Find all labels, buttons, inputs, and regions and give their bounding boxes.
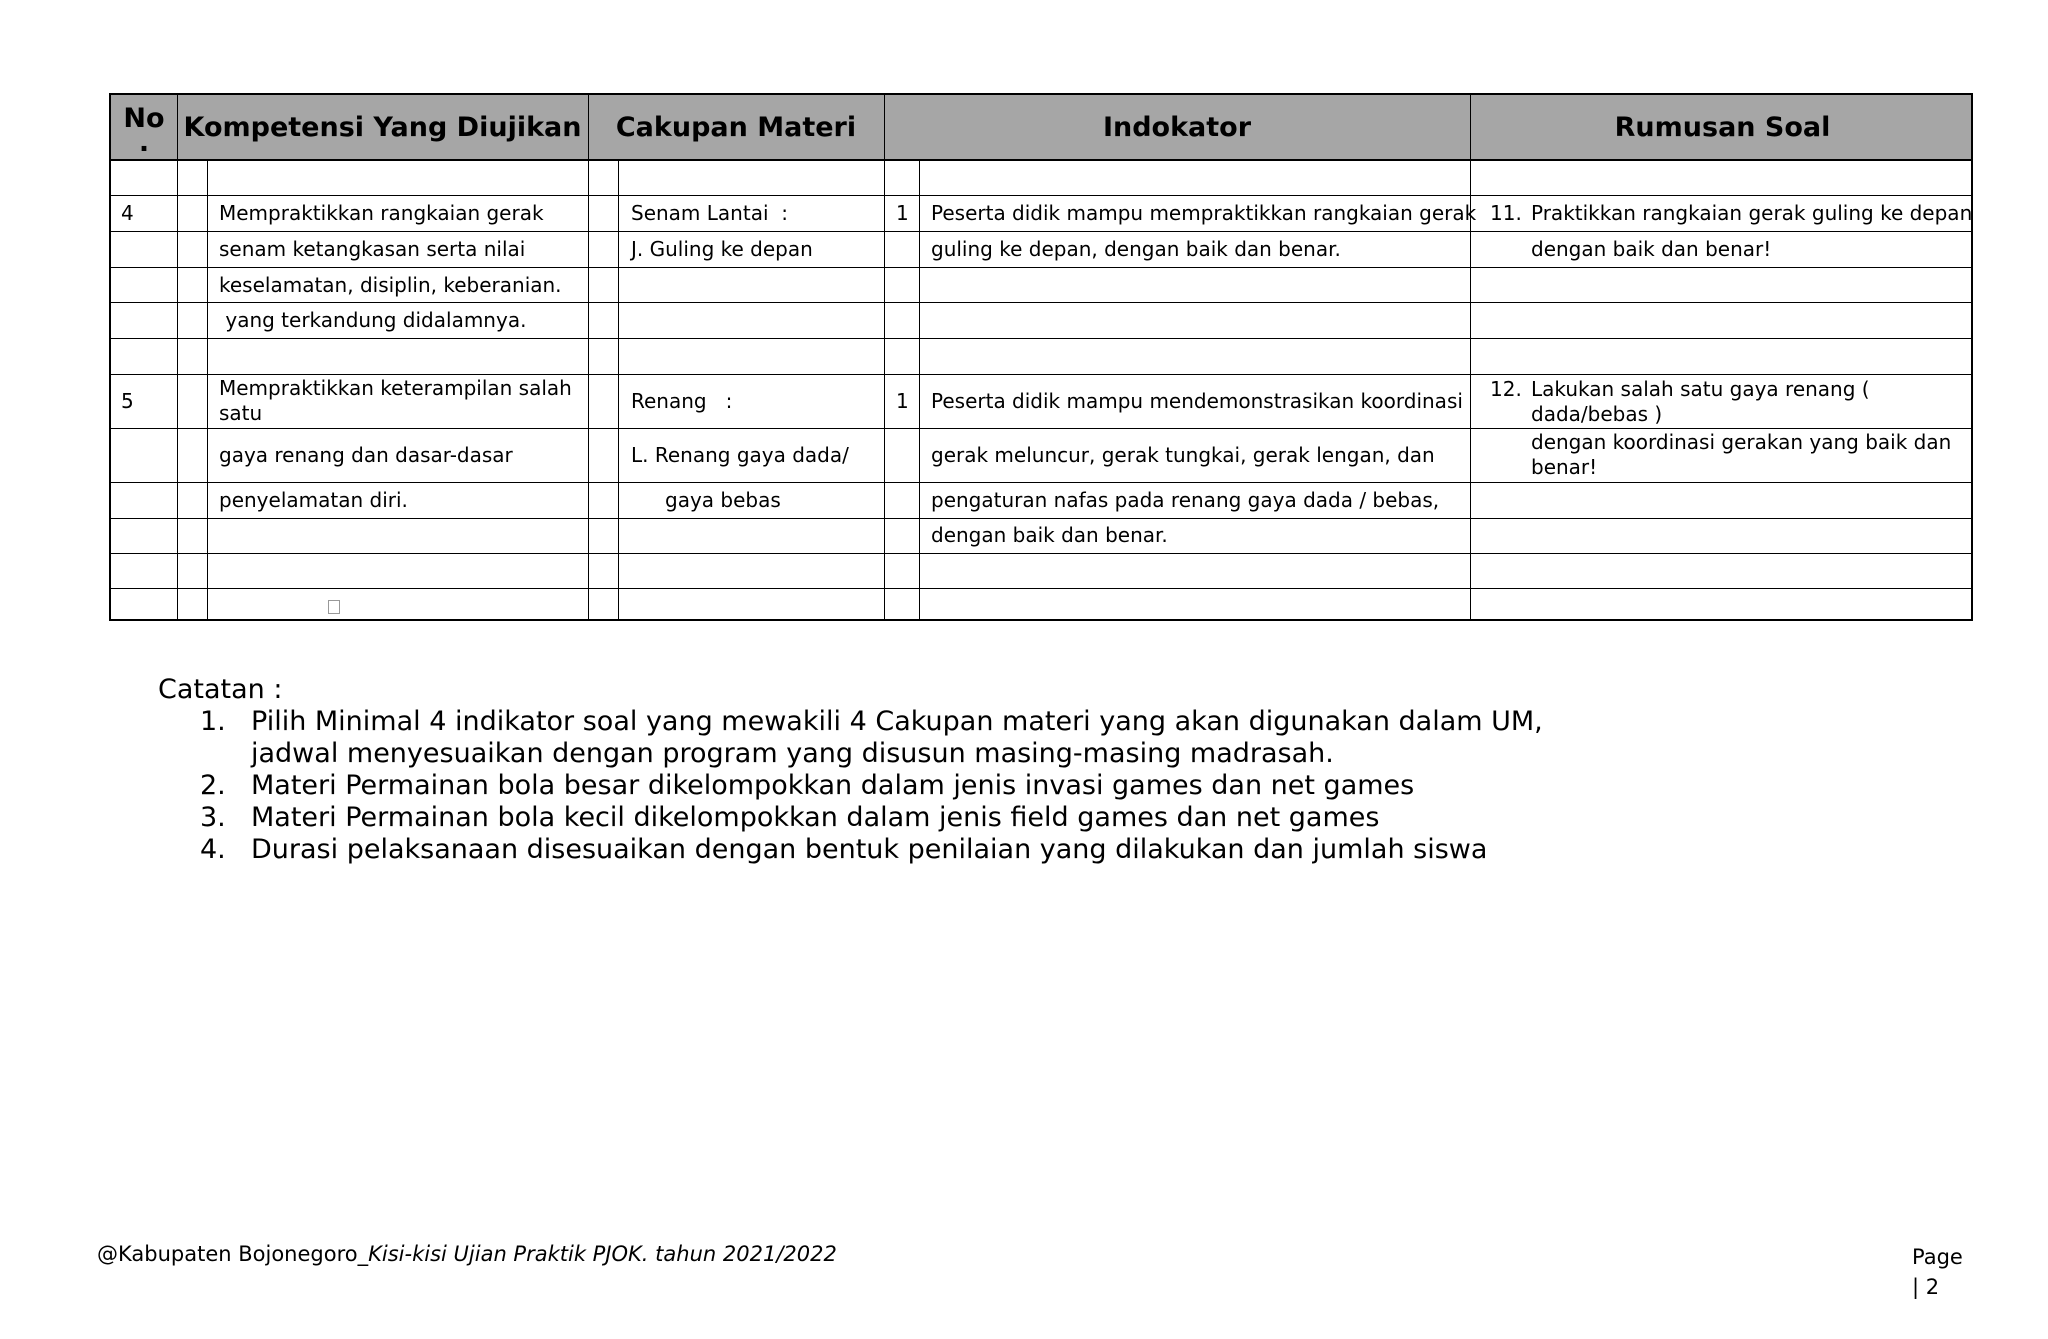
header-no-text: No <box>123 103 165 134</box>
notes-item <box>158 802 1543 834</box>
header-no-dot: . <box>138 127 150 158</box>
row5-cakupan-line1: Renang : <box>631 389 733 413</box>
notes-item-number: 2. <box>200 770 226 801</box>
notes-item <box>158 834 1543 866</box>
header-indikator: Indokator <box>1102 112 1252 143</box>
col-divider <box>588 95 589 619</box>
row-divider <box>111 302 1971 303</box>
header-no <box>111 95 177 161</box>
row5-rumusan-number: 12. <box>1490 377 1522 401</box>
row4-rumusan-number: 11. <box>1490 201 1522 225</box>
footer-org: @Kabupaten Bojonegoro_ <box>97 1242 369 1266</box>
row5-kompetensi-line1: Mempraktikkan keterampilan salah satu <box>219 376 572 425</box>
col-divider <box>177 95 178 619</box>
header-cakupan: Cakupan Materi <box>615 112 857 143</box>
row5-kompetensi-line2: gaya renang dan dasar-dasar <box>219 443 513 467</box>
row-divider <box>111 267 1971 268</box>
footer-doc-title: Kisi-kisi Ujian Praktik PJOK. tahun 2021/2022 <box>368 1242 837 1266</box>
notes-section <box>158 674 1543 866</box>
row5-indikator-number: 1 <box>896 389 909 413</box>
row5-rumusan-line2: dada/bebas ) <box>1531 402 1663 426</box>
row5-rumusan-line3: dengan koordinasi gerakan yang baik dan <box>1531 430 1952 454</box>
row-divider <box>111 482 1971 483</box>
col-divider <box>919 161 920 619</box>
row5-indikator-line1: Peserta didik mampu mendemonstrasikan koordinasi <box>931 389 1463 413</box>
col-divider <box>1470 95 1471 619</box>
notes-item-number: 4. <box>200 834 226 865</box>
row4-kompetensi-line1: Mempraktikkan rangkaian gerak <box>219 201 544 225</box>
row4-no: 4 <box>121 201 134 225</box>
kisi-kisi-table <box>109 93 1973 621</box>
notes-item-line: Durasi pelaksanaan disesuaikan dengan bentuk penilaian yang dilakukan dan jumlah siswa <box>251 834 1488 865</box>
col-divider <box>618 161 619 619</box>
row-divider <box>111 195 1971 196</box>
row5-rumusan-line4: benar! <box>1531 455 1598 479</box>
col-divider <box>884 95 885 619</box>
footer-page <box>1912 1242 1963 1302</box>
footer-page-number: | 2 <box>1912 1275 1940 1299</box>
row4-rumusan-line2: dengan baik dan benar! <box>1531 237 1772 261</box>
notes-item <box>158 706 1543 770</box>
row4-rumusan-line1: Praktikkan rangkaian gerak guling ke depan <box>1531 201 1973 225</box>
row-divider <box>111 231 1971 232</box>
notes-list <box>158 706 1543 866</box>
row4-cakupan-line2: J. Guling ke depan <box>631 237 813 261</box>
row4-kompetensi-line3: keselamatan, disiplin, keberanian. <box>219 273 562 297</box>
row-divider <box>111 553 1971 554</box>
footer-document-info <box>97 1242 837 1266</box>
row5-no: 5 <box>121 389 134 413</box>
row-divider <box>111 518 1971 519</box>
row-divider <box>111 338 1971 339</box>
notes-item-number: 3. <box>200 802 226 833</box>
row-divider <box>111 374 1971 375</box>
footer-page-label: Page <box>1912 1245 1963 1269</box>
row5-indikator-line3: pengaturan nafas pada renang gaya dada / bebas, <box>931 488 1440 512</box>
row5-cakupan-line2: L. Renang gaya dada/ <box>631 443 849 467</box>
row4-indikator-number: 1 <box>896 201 909 225</box>
row4-cakupan-line1: Senam Lantai : <box>631 201 788 225</box>
header-rumusan: Rumusan Soal <box>1614 112 1831 143</box>
row4-kompetensi-line2: senam ketangkasan serta nilai <box>219 237 526 261</box>
row5-rumusan-line1: Lakukan salah satu gaya renang ( <box>1531 377 1870 401</box>
notes-item-line: Pilih Minimal 4 indikator soal yang mewakili 4 Cakupan materi yang akan digunakan dalam UM, <box>251 706 1543 737</box>
notes-item-number: 1. <box>200 706 226 737</box>
row4-kompetensi-line4: yang terkandung didalamnya. <box>219 308 527 332</box>
notes-item <box>158 770 1543 802</box>
notes-item-line: Materi Permainan bola kecil dikelompokkan dalam jenis field games dan net games <box>251 802 1380 833</box>
row-divider <box>111 588 1971 589</box>
row5-indikator-line4: dengan baik dan benar. <box>931 523 1168 547</box>
notes-item-line: jadwal menyesuaikan dengan program yang disusun masing-masing madrasah. <box>251 738 1334 769</box>
placeholder-square-icon <box>328 600 340 614</box>
notes-title: Catatan : <box>158 674 283 705</box>
header-kompetensi: Kompetensi Yang Diujikan <box>183 112 582 143</box>
col-divider <box>207 161 208 619</box>
row4-indikator-line1: Peserta didik mampu mempraktikkan rangkaian gerak <box>931 201 1477 225</box>
row5-kompetensi-line3: penyelamatan diri. <box>219 488 408 512</box>
row5-indikator-line2: gerak meluncur, gerak tungkai, gerak lengan, dan <box>931 443 1435 467</box>
notes-item-line: Materi Permainan bola besar dikelompokkan dalam jenis invasi games dan net games <box>251 770 1415 801</box>
row4-indikator-line2: guling ke depan, dengan baik dan benar. <box>931 237 1341 261</box>
row5-cakupan-line3: gaya bebas <box>665 488 781 512</box>
